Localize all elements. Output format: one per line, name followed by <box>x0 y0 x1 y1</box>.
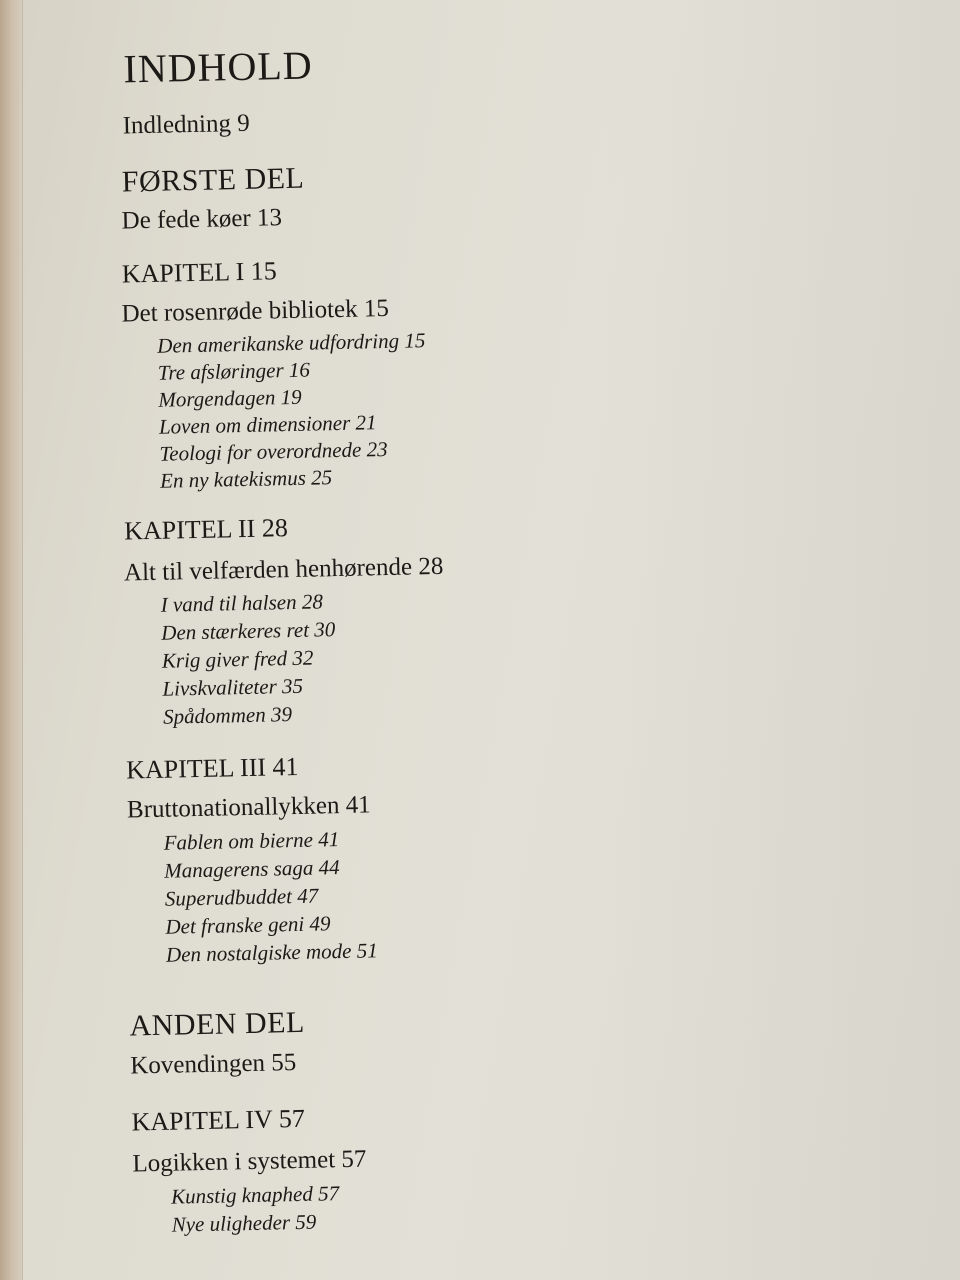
toc-subentry: Krig giver fred 32 <box>161 645 314 673</box>
toc-subentry: Livskvaliteter 35 <box>162 673 304 701</box>
toc-subentry: Kunstig knaphed 57 <box>170 1181 340 1209</box>
chapter-heading-2: KAPITEL II 28 <box>123 513 289 546</box>
part-subtitle-1: De fede køer 13 <box>121 204 283 235</box>
section-title-3: Bruttonationallykken 41 <box>126 791 371 824</box>
section-title-2: Alt til velfærden henhørende 28 <box>123 552 444 587</box>
section-title-4: Logikken i systemet 57 <box>132 1145 367 1178</box>
chapter-heading-4: KAPITEL IV 57 <box>131 1103 306 1137</box>
part-heading-1: FØRSTE DEL <box>121 161 305 199</box>
toc-subentry: Spådommen 39 <box>162 702 293 729</box>
toc-subentry: Den stærkeres ret 30 <box>161 617 336 645</box>
toc-subentry: Managerens saga 44 <box>164 855 340 883</box>
toc-subentry: I vand til halsen 28 <box>160 589 324 617</box>
toc-subentry: En ny katekismus 25 <box>159 465 333 493</box>
part-subtitle-2: Kovendingen 55 <box>130 1049 297 1080</box>
toc-title: INDHOLD <box>122 42 314 92</box>
toc-subentry: Loven om dimensioner 21 <box>158 410 377 439</box>
toc-subentry: Tre afsløringer 16 <box>157 357 311 385</box>
chapter-heading-3: KAPITEL III 41 <box>125 751 299 785</box>
toc-subentry: Den amerikanske udfordring 15 <box>157 328 426 358</box>
chapter-heading-1: KAPITEL I 15 <box>121 256 278 289</box>
toc-subentry: Teologi for overordnede 23 <box>159 436 388 466</box>
part-heading-2: ANDEN DEL <box>129 1005 306 1043</box>
section-title-1: Det rosenrøde bibliotek 15 <box>121 294 390 328</box>
toc-subentry: Den nostalgiske mode 51 <box>165 938 378 967</box>
toc-subentry: Superudbuddet 47 <box>164 883 319 911</box>
toc-entry-indledning: Indledning 9 <box>122 109 250 140</box>
toc-subentry: Det franske geni 49 <box>165 911 331 939</box>
toc-subentry: Fablen om bierne 41 <box>163 827 340 855</box>
toc-subentry: Nye uligheder 59 <box>171 1209 317 1237</box>
toc-subentry: Morgendagen 19 <box>158 384 302 412</box>
